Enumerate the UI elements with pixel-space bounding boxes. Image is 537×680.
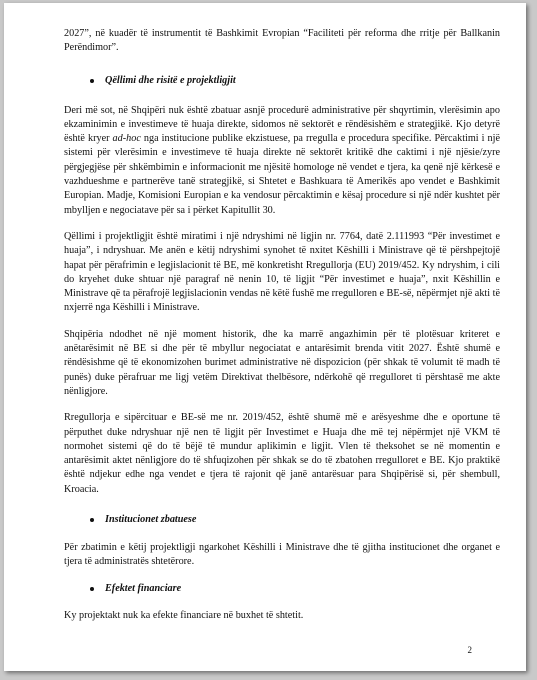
document-page bbox=[4, 3, 526, 671]
bullet-icon bbox=[90, 79, 94, 83]
paragraph-italic-text: ad-hoc bbox=[112, 133, 141, 145]
paragraph-text: Shqipëria ndodhet në një moment historik, dhe ka marrë angazhimin për të plotësuar kriteret e anëtarësimit në BE si dhe për të mbyllur negociatat e antarësimit brenda vitit 2027. Është shumë e rëndësishme që të ekonomizohen burimet administrative në dispozicion (për shkak të volumit të madh të punës) duke përafruar me ligj vetëm Direktivat thelbësore, ndërkohë që rregulloret ti përshtasë me akte nënligjore. bbox=[64, 328, 500, 397]
paragraph-text: Rregullorja e sipërcituar e BE-së me nr. 2019/452, është shumë më e arësyeshme dhe e oportune të përputhet duke ndryshuar një nen të ligjit për Investimet e Huaja dhe më tej nëpërmjet një VKM të normohet sistemi që do të bëjë të mundur aplikimin e ligjit. Vlen të theksohet se në momentin e antarësimit aktet nënligjore do të shfuqizohen për shkak se do të zbatohen rregulloret e BE. Kjo praktikë është ndjekur edhe nga vendet e tjera të rajonit që janë antarësuar para Shqipërisë si, për shembull, Kroacia. bbox=[64, 412, 500, 495]
paragraph-text: Për zbatimin e këtij projektligji ngarkohet Këshilli i Ministrave dhe të gjitha institucionet dhe organet e tjera të administratës shtetërore. bbox=[64, 542, 500, 568]
paragraph bbox=[64, 230, 500, 316]
section-heading-financial bbox=[90, 582, 500, 596]
section-heading-text: Qëllimi dhe risitë e projektligjit bbox=[105, 74, 236, 86]
paragraph-text: Deri më sot, në Shqipëri nuk është zbatuar asnjë procedurë administrative për shqyrtimin, vlerësimin apo ekzaminimin e investimeve të huaja direkte, sidomos në sektorët e rëndësishëm e strategjikë. Kjo detyrë është kryer bbox=[64, 104, 500, 145]
paragraph-text: nga institucione publike ekzistuese, pa rregulla e procedura specifike. Përcaktimi i një sistemi për vlerësimin e investimeve të huaja direkte në sektorët kritikë dhe caktimi i një njësie/zyre përgjegjëse për shkëmbimin e informacionit me njësitë homologe në vendet e tjera, ka qenë një kërkesë e vazhdueshme e partnerëve tanë strategjikë, si Shtetet e Bashkuara të Amerikës apo vendet e Bashkimit Europian. Madje, Komisioni Europian e ka vendosur përcaktimin e kësaj procedure si një ndër kushtet për mbylljen e negociatave për sa i përket Kapitullit 30. bbox=[64, 133, 500, 216]
paragraph bbox=[64, 609, 500, 623]
paragraph-text: Ky projektakt nuk ka efekte financiare në buxhet të shtetit. bbox=[64, 609, 304, 621]
bullet-icon bbox=[90, 518, 94, 522]
paragraph bbox=[64, 328, 500, 399]
bullet-icon bbox=[90, 587, 94, 591]
intro-paragraph: 2027”, në kuadër të instrumentit të Bashkimit Evropian “Faciliteti për reforma dhe rritje për Ballkanin Perëndimor”. bbox=[64, 28, 500, 54]
page-number: 2 bbox=[467, 645, 472, 655]
section-heading-institutions bbox=[90, 513, 500, 527]
paragraph-text: Qëllimi i projektligjit është miratimi i një ndryshimi në ligjin nr. 7764, datë 2.111993 “Për investimet e huaja”, i ndryshuar. Me anën e këtij ndryshimi synohet të nxitet Këshilli i Ministrave që të përshpejtojë hapat për përafrimin e legjislacionit të BE, më konkretisht Rregullorja (EU) 2019/452. Ky ndryshim, i cili do kryehet duke shtuar një paragraf në nenin 10, të ligjit “Për investimet e huaja”, nxit Këshillin e Ministrave që ta përafrojë legjislacionin vendas në këtë fushë me rregulloren e BE-së, nëpërmjet një akti të nxjerrë nga Këshilli i Ministrave. bbox=[64, 230, 500, 314]
paragraph bbox=[64, 411, 500, 497]
section-heading-text: Efektet financiare bbox=[105, 582, 182, 594]
section-heading-goals bbox=[90, 74, 500, 88]
paragraph bbox=[64, 104, 500, 218]
paragraph bbox=[64, 541, 500, 570]
section-heading-text: Institucionet zbatuese bbox=[105, 514, 197, 526]
